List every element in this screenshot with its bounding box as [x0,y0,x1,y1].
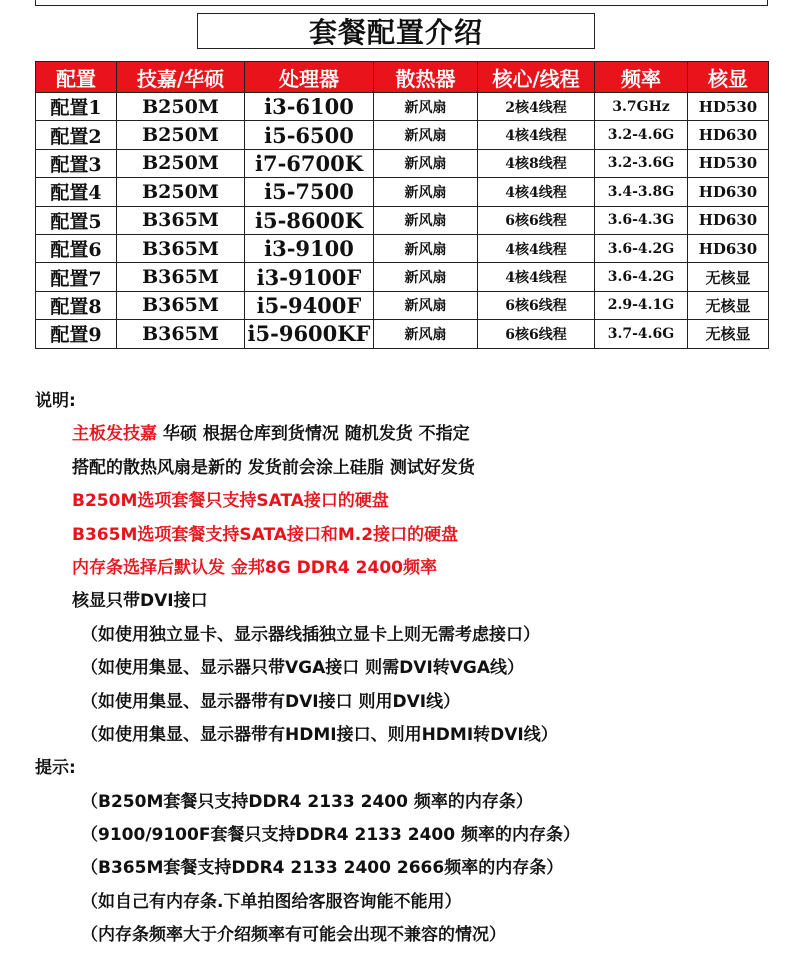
cell-frequency: 3.7GHz [595,93,688,121]
cell-config-name: 配置4 [36,178,117,206]
notes-section [35,385,785,953]
cell-motherboard: B365M [117,234,245,262]
cell-motherboard: B365M [117,291,245,319]
cell-processor: i5-9400F [245,291,374,319]
cell-config-name: 配置5 [36,206,117,234]
cell-frequency: 3.6-4.3G [595,206,688,234]
cell-cooler: 新风扇 [374,263,478,291]
tips-line-4: （如自己有内存条.下单拍图给客服咨询能不能用） [81,891,462,912]
tips-line-2: （9100/9100F套餐只支持DDR4 2133 2400 频率的内存条） [81,825,580,846]
cell-cooler: 新风扇 [374,121,478,149]
cell-motherboard: B250M [117,93,245,121]
tips-line-5: （内存条频率大于介绍频率有可能会出现不兼容的情况） [81,925,506,946]
notes-heading: 说明: [35,391,76,411]
cell-processor: i5-6500 [245,121,374,149]
cell-config-name: 配置9 [36,320,117,348]
cell-cooler: 新风扇 [374,149,478,177]
cell-cores-threads: 2核4线程 [478,93,595,121]
cell-config-name: 配置8 [36,291,117,319]
cell-cooler: 新风扇 [374,206,478,234]
top-banner-edge [35,0,768,6]
cell-cores-threads: 6核6线程 [478,206,595,234]
cell-config-name: 配置6 [36,234,117,262]
config-table [35,61,769,349]
cell-config-name: 配置2 [36,121,117,149]
table-row [36,291,769,319]
cell-cores-threads: 4核4线程 [478,178,595,206]
header-cooler: 散热器 [374,62,478,93]
cell-config-name: 配置7 [36,263,117,291]
cell-frequency: 3.4-3.8G [595,178,688,206]
cell-cooler: 新风扇 [374,93,478,121]
notes-line-1 [35,418,785,451]
cell-cooler: 新风扇 [374,320,478,348]
table-row [36,178,769,206]
notes-line-3: B250M选项套餐只支持SATA接口的硬盘 [72,491,389,512]
cell-motherboard: B365M [117,263,245,291]
cell-igpu: 无核显 [688,320,769,348]
cell-frequency: 3.7-4.6G [595,320,688,348]
notes-line-1-rest: 华硕 根据仓库到货情况 随机发货 不指定 [157,424,470,445]
cell-igpu: 无核显 [688,291,769,319]
cell-frequency: 2.9-4.1G [595,291,688,319]
cell-motherboard: B250M [117,121,245,149]
cell-processor: i5-7500 [245,178,374,206]
header-processor: 处理器 [245,62,374,93]
cell-cooler: 新风扇 [374,291,478,319]
cell-processor: i3-9100F [245,263,374,291]
header-cores-threads: 核心/线程 [478,62,595,93]
table-row [36,93,769,121]
table-row [36,206,769,234]
cell-cores-threads: 4核8线程 [478,149,595,177]
table-header-row [36,62,769,93]
table-row [36,320,769,348]
cell-igpu: 无核显 [688,263,769,291]
cell-motherboard: B365M [117,206,245,234]
header-motherboard: 技嘉/华硕 [117,62,245,93]
page-title: 套餐配置介绍 [197,13,595,49]
header-config: 配置 [36,62,117,93]
cell-cores-threads: 4核4线程 [478,121,595,149]
cell-cores-threads: 4核4线程 [478,234,595,262]
cell-igpu: HD630 [688,206,769,234]
cell-cores-threads: 6核6线程 [478,320,595,348]
cell-config-name: 配置3 [36,149,117,177]
cell-processor: i7-6700K [245,149,374,177]
cell-igpu: HD630 [688,178,769,206]
cell-frequency: 3.2-3.6G [595,149,688,177]
notes-line-1-highlight: 主板发技嘉 [72,424,157,445]
notes-line-2: 搭配的散热风扇是新的 发货前会涂上硅脂 测试好发货 [72,457,475,478]
cell-igpu: HD630 [688,234,769,262]
cell-processor: i5-9600KF [245,320,374,348]
notes-line-8: （如使用集显、显示器只带VGA接口 则需DVI转VGA线） [81,658,525,679]
cell-motherboard: B250M [117,178,245,206]
cell-frequency: 3.2-4.6G [595,121,688,149]
cell-frequency: 3.6-4.2G [595,234,688,262]
header-frequency: 频率 [595,62,688,93]
table-row [36,121,769,149]
notes-line-4: B365M选项套餐支持SATA接口和M.2接口的硬盘 [72,524,459,545]
notes-line-10: （如使用集显、显示器带有HDMI接口、则用HDMI转DVI线） [81,724,558,745]
table-row [36,263,769,291]
notes-line-9: （如使用集显、显示器带有DVI接口 则用DVI线） [81,691,461,712]
notes-line-6: 核显只带DVI接口 [72,591,208,612]
cell-motherboard: B250M [117,149,245,177]
cell-igpu: HD630 [688,121,769,149]
cell-cores-threads: 4核4线程 [478,263,595,291]
cell-config-name: 配置1 [36,93,117,121]
cell-cooler: 新风扇 [374,178,478,206]
cell-motherboard: B365M [117,320,245,348]
tips-line-1: （B250M套餐只支持DDR4 2133 2400 频率的内存条） [81,791,533,812]
cell-processor: i5-8600K [245,206,374,234]
cell-cores-threads: 6核6线程 [478,291,595,319]
cell-processor: i3-6100 [245,93,374,121]
cell-frequency: 3.6-4.2G [595,263,688,291]
notes-line-5: 内存条选择后默认发 金邦8G DDR4 2400频率 [72,557,437,578]
tips-line-3: （B365M套餐支持DDR4 2133 2400 2666频率的内存条） [81,858,564,879]
tips-heading: 提示: [35,758,76,779]
header-igpu: 核显 [688,62,769,93]
table-row [36,149,769,177]
notes-line-7: （如使用独立显卡、显示器线插独立显卡上则无需考虑接口） [81,624,540,645]
cell-processor: i3-9100 [245,234,374,262]
cell-igpu: HD530 [688,93,769,121]
table-row [36,234,769,262]
cell-igpu: HD530 [688,149,769,177]
cell-cooler: 新风扇 [374,234,478,262]
